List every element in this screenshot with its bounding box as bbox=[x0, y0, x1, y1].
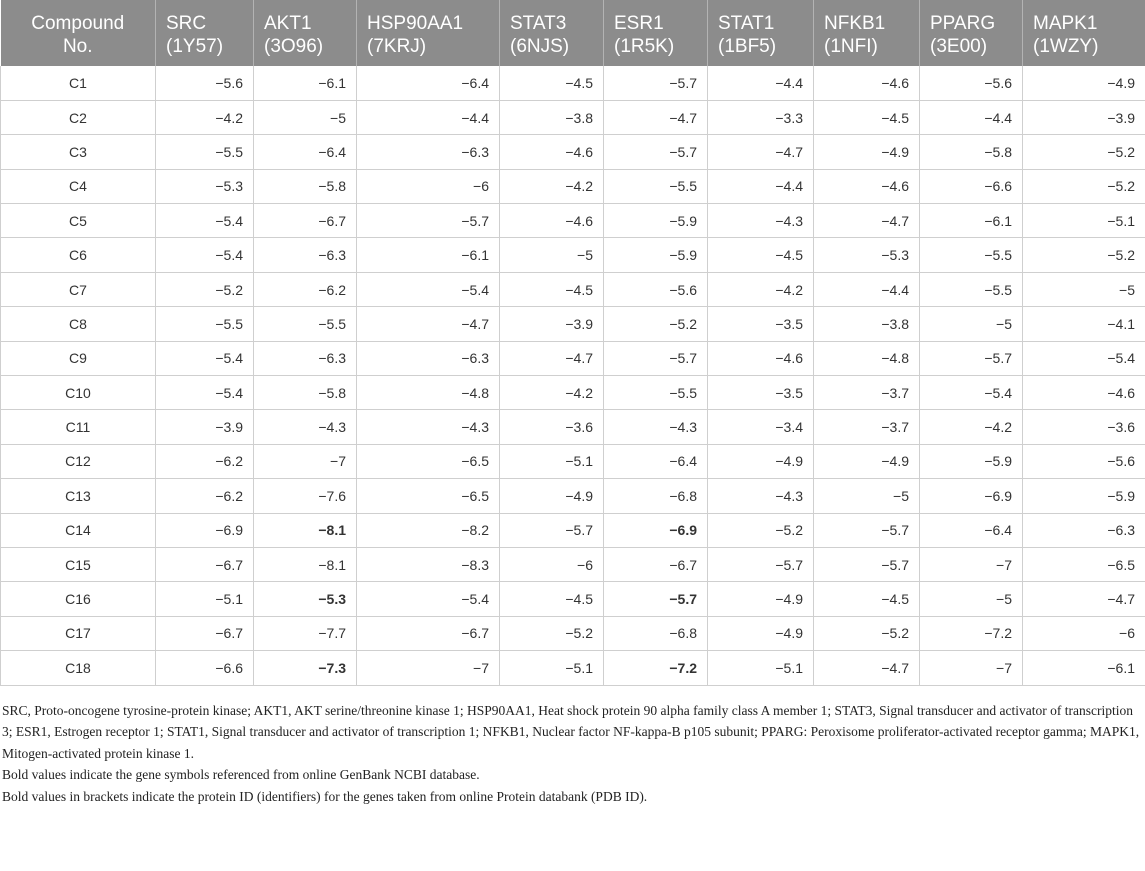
column-header-esr1 bbox=[604, 0, 708, 66]
score-cell: −5 bbox=[254, 100, 357, 134]
score-cell: −3.4 bbox=[708, 410, 814, 444]
score-cell: −5.9 bbox=[604, 204, 708, 238]
score-cell: −7 bbox=[357, 651, 500, 685]
score-cell: −7 bbox=[920, 651, 1023, 685]
score-cell: −3.9 bbox=[500, 307, 604, 341]
score-cell: −4.6 bbox=[814, 66, 920, 100]
score-cell: −5.4 bbox=[1023, 341, 1145, 375]
score-cell: −5.6 bbox=[1023, 444, 1145, 478]
score-cell: −5 bbox=[1023, 272, 1145, 306]
score-cell: −5.9 bbox=[920, 444, 1023, 478]
score-cell: −6.6 bbox=[156, 651, 254, 685]
table-row bbox=[1, 238, 1145, 272]
score-cell: −5.6 bbox=[920, 66, 1023, 100]
score-cell: −6.8 bbox=[604, 479, 708, 513]
score-cell: −4.4 bbox=[708, 66, 814, 100]
footnote-bracket-values: Bold values in brackets indicate the protein ID (identifiers) for the genes taken from online Protein databank (PDB ID). bbox=[2, 788, 648, 804]
score-cell: −6.9 bbox=[920, 479, 1023, 513]
column-header-label: ESR1 bbox=[614, 13, 664, 34]
column-header-label: STAT3 bbox=[510, 13, 567, 34]
score-cell: −6.2 bbox=[156, 444, 254, 478]
score-cell: −6.4 bbox=[254, 135, 357, 169]
score-cell: −4.2 bbox=[708, 272, 814, 306]
table-row bbox=[1, 100, 1145, 134]
score-cell: −4.3 bbox=[708, 204, 814, 238]
column-header-label: SRC bbox=[166, 13, 207, 34]
score-cell: −5 bbox=[920, 582, 1023, 616]
score-cell: −5.4 bbox=[357, 272, 500, 306]
column-header-mapk1 bbox=[1023, 0, 1145, 66]
score-cell: −6.1 bbox=[1023, 651, 1145, 685]
score-cell: −4.3 bbox=[357, 410, 500, 444]
table-row bbox=[1, 135, 1145, 169]
table-row bbox=[1, 410, 1145, 444]
score-cell: −6.3 bbox=[254, 341, 357, 375]
footnote-abbreviations: SRC, Proto-oncogene tyrosine-protein kinase; AKT1, AKT serine/threonine kinase 1; HSP90AA1, Heat shock protein 90 alpha family class A member 1; STAT3, Signal transducer and activator of transcription 3; ESR1, Estrogen receptor 1; STAT1, Signal transducer and activator of transcription 1; NFKB1, Nuclear factor NF-kappa-B p105 subunit; PPARG: Peroxisome proliferator-activated receptor gamma; MAPK1, Mitogen-activated protein kinase 1. bbox=[2, 702, 1140, 761]
score-cell: −8.2 bbox=[357, 513, 500, 547]
compound-id-cell: C17 bbox=[1, 616, 156, 650]
score-cell: −4.2 bbox=[500, 169, 604, 203]
column-header-id: (3O96) bbox=[264, 36, 324, 57]
footnote-bold-values: Bold values indicate the gene symbols referenced from online GenBank NCBI database. bbox=[2, 767, 480, 783]
compound-id-cell: C13 bbox=[1, 479, 156, 513]
score-cell: −5.2 bbox=[814, 616, 920, 650]
column-header-id: (3E00) bbox=[930, 36, 988, 57]
score-cell: −5.4 bbox=[357, 582, 500, 616]
column-header-id: (1NFI) bbox=[824, 36, 878, 57]
score-cell: −3.3 bbox=[708, 100, 814, 134]
score-cell: −5.7 bbox=[920, 341, 1023, 375]
score-cell: −5.8 bbox=[254, 376, 357, 410]
column-header-id: (1Y57) bbox=[166, 36, 224, 57]
score-cell: −5.1 bbox=[156, 582, 254, 616]
score-cell: −5.2 bbox=[708, 513, 814, 547]
column-header-label: MAPK1 bbox=[1033, 13, 1098, 34]
score-cell: −5.1 bbox=[1023, 204, 1145, 238]
score-cell: −5.8 bbox=[920, 135, 1023, 169]
score-cell: −3.7 bbox=[814, 410, 920, 444]
compound-id-cell: C15 bbox=[1, 547, 156, 581]
table-row bbox=[1, 651, 1145, 685]
score-cell: −4.5 bbox=[814, 100, 920, 134]
column-header-stat3 bbox=[500, 0, 604, 66]
compound-id-cell: C2 bbox=[1, 100, 156, 134]
score-cell: −5.4 bbox=[920, 376, 1023, 410]
column-header-id: (7KRJ) bbox=[367, 36, 427, 57]
compound-id-cell: C16 bbox=[1, 582, 156, 616]
compound-id-cell: C14 bbox=[1, 513, 156, 547]
compound-id-cell: C4 bbox=[1, 169, 156, 203]
column-header-id: No. bbox=[62, 36, 93, 57]
score-cell: −5.2 bbox=[604, 307, 708, 341]
score-cell: −5.4 bbox=[156, 204, 254, 238]
column-header-stat1 bbox=[708, 0, 814, 66]
score-cell: −6.2 bbox=[254, 272, 357, 306]
score-cell: −5.7 bbox=[500, 513, 604, 547]
score-cell: −4.9 bbox=[708, 444, 814, 478]
score-cell: −6.1 bbox=[357, 238, 500, 272]
score-cell: −4.2 bbox=[920, 410, 1023, 444]
score-cell: −4.6 bbox=[1023, 376, 1145, 410]
score-cell: −6 bbox=[500, 547, 604, 581]
score-cell: −4.6 bbox=[500, 135, 604, 169]
score-cell: −7.7 bbox=[254, 616, 357, 650]
score-cell: −4.7 bbox=[500, 341, 604, 375]
compound-id-cell: C11 bbox=[1, 410, 156, 444]
compound-id-cell: C5 bbox=[1, 204, 156, 238]
score-cell: −4.6 bbox=[500, 204, 604, 238]
score-cell: −4.9 bbox=[1023, 66, 1145, 100]
score-cell: −3.5 bbox=[708, 307, 814, 341]
column-header-nfkb1 bbox=[814, 0, 920, 66]
score-cell: −7.2 bbox=[920, 616, 1023, 650]
score-cell: −3.6 bbox=[500, 410, 604, 444]
score-cell: −5.3 bbox=[254, 582, 357, 616]
score-cell: −7 bbox=[254, 444, 357, 478]
score-cell: −6.7 bbox=[604, 547, 708, 581]
table-row bbox=[1, 479, 1145, 513]
score-cell: −5.2 bbox=[1023, 238, 1145, 272]
score-cell: −5.7 bbox=[604, 135, 708, 169]
compound-id-cell: C6 bbox=[1, 238, 156, 272]
score-cell: −3.9 bbox=[156, 410, 254, 444]
compound-id-cell: C1 bbox=[1, 66, 156, 100]
table-row bbox=[1, 341, 1145, 375]
table-footnotes bbox=[0, 686, 1145, 808]
score-cell: −6.3 bbox=[357, 135, 500, 169]
compound-id-cell: C3 bbox=[1, 135, 156, 169]
score-cell: −6.4 bbox=[357, 66, 500, 100]
score-cell: −3.9 bbox=[1023, 100, 1145, 134]
score-cell: −5.5 bbox=[604, 169, 708, 203]
column-header-id: (6NJS) bbox=[510, 36, 570, 57]
column-header-label: NFKB1 bbox=[824, 13, 886, 34]
score-cell: −5.2 bbox=[156, 272, 254, 306]
score-cell: −3.8 bbox=[814, 307, 920, 341]
score-cell: −7.2 bbox=[604, 651, 708, 685]
score-cell: −4.7 bbox=[357, 307, 500, 341]
score-cell: −5.4 bbox=[156, 238, 254, 272]
score-cell: −6.7 bbox=[156, 547, 254, 581]
column-header-label: PPARG bbox=[930, 13, 996, 34]
table-row bbox=[1, 307, 1145, 341]
score-cell: −5.5 bbox=[254, 307, 357, 341]
score-cell: −5.1 bbox=[500, 651, 604, 685]
score-cell: −6.4 bbox=[604, 444, 708, 478]
score-cell: −4.8 bbox=[814, 341, 920, 375]
table-row bbox=[1, 272, 1145, 306]
score-cell: −4.5 bbox=[500, 582, 604, 616]
score-cell: −5 bbox=[814, 479, 920, 513]
score-cell: −5.1 bbox=[500, 444, 604, 478]
table-row bbox=[1, 582, 1145, 616]
score-cell: −4.6 bbox=[708, 341, 814, 375]
score-cell: −4.9 bbox=[500, 479, 604, 513]
table-row bbox=[1, 616, 1145, 650]
score-cell: −6.7 bbox=[254, 204, 357, 238]
score-cell: −4.9 bbox=[708, 616, 814, 650]
column-header-src bbox=[156, 0, 254, 66]
score-cell: −5.7 bbox=[357, 204, 500, 238]
score-cell: −3.7 bbox=[814, 376, 920, 410]
column-header-id: (1R5K) bbox=[614, 36, 675, 57]
score-cell: −6.5 bbox=[357, 479, 500, 513]
score-cell: −3.5 bbox=[708, 376, 814, 410]
score-cell: −5.2 bbox=[500, 616, 604, 650]
score-cell: −6 bbox=[1023, 616, 1145, 650]
score-cell: −4.5 bbox=[500, 66, 604, 100]
score-cell: −4.7 bbox=[814, 651, 920, 685]
score-cell: −5.2 bbox=[1023, 135, 1145, 169]
score-cell: −4.1 bbox=[1023, 307, 1145, 341]
score-cell: −5.4 bbox=[156, 341, 254, 375]
score-cell: −5.7 bbox=[604, 582, 708, 616]
score-cell: −3.8 bbox=[500, 100, 604, 134]
score-cell: −4.2 bbox=[500, 376, 604, 410]
score-cell: −4.3 bbox=[708, 479, 814, 513]
score-cell: −6.9 bbox=[156, 513, 254, 547]
score-cell: −6.3 bbox=[357, 341, 500, 375]
score-cell: −5.9 bbox=[604, 238, 708, 272]
score-cell: −5 bbox=[920, 307, 1023, 341]
score-cell: −4.9 bbox=[708, 582, 814, 616]
score-cell: −5.6 bbox=[156, 66, 254, 100]
score-cell: −4.5 bbox=[500, 272, 604, 306]
compound-id-cell: C8 bbox=[1, 307, 156, 341]
score-cell: −5.7 bbox=[814, 513, 920, 547]
score-cell: −5.5 bbox=[156, 307, 254, 341]
column-header-id: (1BF5) bbox=[718, 36, 777, 57]
score-cell: −4.8 bbox=[357, 376, 500, 410]
score-cell: −6.8 bbox=[604, 616, 708, 650]
compound-id-cell: C7 bbox=[1, 272, 156, 306]
compound-id-cell: C12 bbox=[1, 444, 156, 478]
table-row bbox=[1, 169, 1145, 203]
score-cell: −5.7 bbox=[708, 547, 814, 581]
table-row bbox=[1, 66, 1145, 100]
score-cell: −5.5 bbox=[920, 238, 1023, 272]
score-cell: −6.1 bbox=[254, 66, 357, 100]
score-cell: −6.4 bbox=[920, 513, 1023, 547]
score-cell: −5.9 bbox=[1023, 479, 1145, 513]
score-cell: −6.3 bbox=[1023, 513, 1145, 547]
score-cell: −7 bbox=[920, 547, 1023, 581]
score-cell: −5.7 bbox=[604, 66, 708, 100]
score-cell: −6.1 bbox=[920, 204, 1023, 238]
score-cell: −4.4 bbox=[814, 272, 920, 306]
score-cell: −6 bbox=[357, 169, 500, 203]
column-header-compound bbox=[1, 0, 156, 66]
header-row bbox=[1, 0, 1145, 66]
table-row bbox=[1, 547, 1145, 581]
score-cell: −4.7 bbox=[1023, 582, 1145, 616]
score-cell: −4.6 bbox=[814, 169, 920, 203]
score-cell: −6.7 bbox=[156, 616, 254, 650]
score-cell: −6.5 bbox=[357, 444, 500, 478]
score-cell: −4.9 bbox=[814, 444, 920, 478]
score-cell: −6.5 bbox=[1023, 547, 1145, 581]
score-cell: −7.6 bbox=[254, 479, 357, 513]
column-header-hsp90aa1 bbox=[357, 0, 500, 66]
score-cell: −5.5 bbox=[920, 272, 1023, 306]
score-cell: −5.3 bbox=[156, 169, 254, 203]
score-cell: −5.7 bbox=[604, 341, 708, 375]
score-cell: −4.9 bbox=[814, 135, 920, 169]
score-cell: −4.4 bbox=[708, 169, 814, 203]
score-cell: −4.7 bbox=[708, 135, 814, 169]
column-header-label: HSP90AA1 bbox=[367, 13, 464, 34]
score-cell: −5.8 bbox=[254, 169, 357, 203]
score-cell: −4.5 bbox=[814, 582, 920, 616]
table-body bbox=[1, 66, 1145, 685]
score-cell: −6.7 bbox=[357, 616, 500, 650]
compound-id-cell: C10 bbox=[1, 376, 156, 410]
score-cell: −6.3 bbox=[254, 238, 357, 272]
score-cell: −4.7 bbox=[814, 204, 920, 238]
table-row bbox=[1, 376, 1145, 410]
score-cell: −5.1 bbox=[708, 651, 814, 685]
column-header-label: STAT1 bbox=[718, 13, 775, 34]
score-cell: −8.1 bbox=[254, 513, 357, 547]
column-header-akt1 bbox=[254, 0, 357, 66]
compound-id-cell: C9 bbox=[1, 341, 156, 375]
score-cell: −6.6 bbox=[920, 169, 1023, 203]
score-cell: −4.4 bbox=[920, 100, 1023, 134]
table-row bbox=[1, 204, 1145, 238]
score-cell: −5.2 bbox=[1023, 169, 1145, 203]
table-row bbox=[1, 513, 1145, 547]
score-cell: −6.9 bbox=[604, 513, 708, 547]
column-header-label: AKT1 bbox=[264, 13, 312, 34]
score-cell: −5.7 bbox=[814, 547, 920, 581]
score-cell: −4.2 bbox=[156, 100, 254, 134]
compound-id-cell: C18 bbox=[1, 651, 156, 685]
score-cell: −4.3 bbox=[604, 410, 708, 444]
table-row bbox=[1, 444, 1145, 478]
score-cell: −4.4 bbox=[357, 100, 500, 134]
score-cell: −8.3 bbox=[357, 547, 500, 581]
score-cell: −4.7 bbox=[604, 100, 708, 134]
score-cell: −4.3 bbox=[254, 410, 357, 444]
score-cell: −8.1 bbox=[254, 547, 357, 581]
score-cell: −5.6 bbox=[604, 272, 708, 306]
column-header-label: Compound bbox=[31, 13, 125, 34]
table-header bbox=[1, 0, 1145, 66]
score-cell: −5.5 bbox=[156, 135, 254, 169]
score-cell: −6.2 bbox=[156, 479, 254, 513]
column-header-pparg bbox=[920, 0, 1023, 66]
score-cell: −7.3 bbox=[254, 651, 357, 685]
score-cell: −5.4 bbox=[156, 376, 254, 410]
score-cell: −5.5 bbox=[604, 376, 708, 410]
score-cell: −5 bbox=[500, 238, 604, 272]
score-cell: −5.3 bbox=[814, 238, 920, 272]
score-cell: −4.5 bbox=[708, 238, 814, 272]
column-header-id: (1WZY) bbox=[1033, 36, 1099, 57]
score-cell: −3.6 bbox=[1023, 410, 1145, 444]
